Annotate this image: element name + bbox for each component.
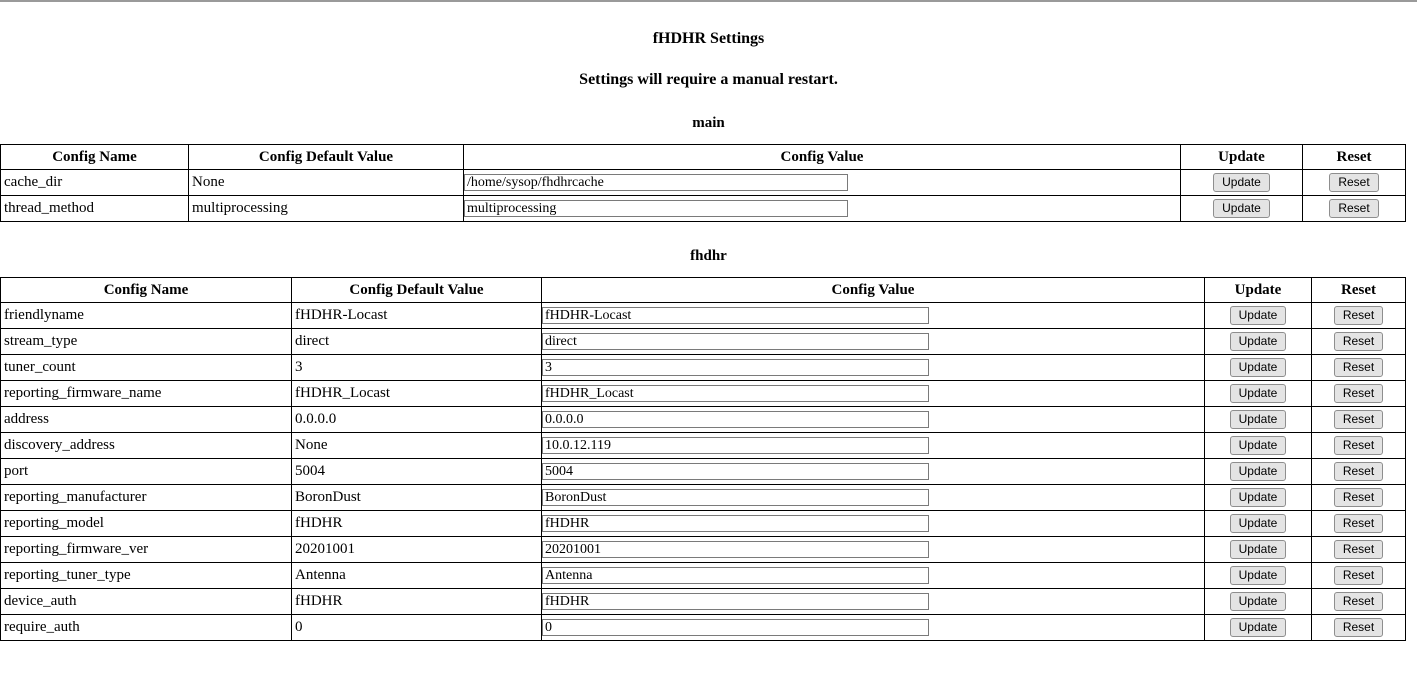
table-header-row	[1, 278, 1406, 303]
config-default-cell: BoronDust	[292, 485, 542, 511]
config-value-input[interactable]	[542, 385, 929, 402]
reset-button[interactable]: Reset	[1334, 462, 1383, 481]
config-default-cell: fHDHR	[292, 511, 542, 537]
table-row	[1, 563, 1406, 589]
config-value-input[interactable]	[542, 359, 929, 376]
section-heading-main: main	[692, 115, 725, 131]
config-value-input[interactable]	[464, 200, 848, 217]
reset-button[interactable]: Reset	[1334, 592, 1383, 611]
reset-button[interactable]: Reset	[1334, 436, 1383, 455]
table-row	[1, 511, 1406, 537]
config-name-cell: cache_dir	[1, 170, 189, 196]
config-default-cell: 0.0.0.0	[292, 407, 542, 433]
config-value-input[interactable]	[542, 333, 929, 350]
section-heading-fhdhr: fhdhr	[690, 248, 727, 264]
config-name-cell: discovery_address	[1, 433, 292, 459]
config-default-cell: 20201001	[292, 537, 542, 563]
update-button[interactable]: Update	[1230, 540, 1287, 559]
config-name-cell: reporting_firmware_ver	[1, 537, 292, 563]
config-name-cell: device_auth	[1, 589, 292, 615]
reset-button[interactable]: Reset	[1334, 384, 1383, 403]
settings-table-fhdhr	[0, 277, 1406, 641]
config-default-cell: fHDHR-Locast	[292, 303, 542, 329]
config-name-cell: reporting_tuner_type	[1, 563, 292, 589]
config-value-input[interactable]	[542, 437, 929, 454]
config-default-cell: Antenna	[292, 563, 542, 589]
reset-button[interactable]: Reset	[1334, 410, 1383, 429]
table-row	[1, 407, 1406, 433]
reset-button[interactable]: Reset	[1329, 173, 1378, 192]
update-button[interactable]: Update	[1230, 514, 1287, 533]
config-name-cell: friendlyname	[1, 303, 292, 329]
config-name-cell: stream_type	[1, 329, 292, 355]
update-button[interactable]: Update	[1230, 410, 1287, 429]
table-row	[1, 170, 1406, 196]
reset-button[interactable]: Reset	[1329, 199, 1378, 218]
table-row	[1, 537, 1406, 563]
config-value-input[interactable]	[542, 619, 929, 636]
config-value-input[interactable]	[542, 307, 929, 324]
table-row	[1, 615, 1406, 641]
config-value-input[interactable]	[542, 489, 929, 506]
table-row	[1, 589, 1406, 615]
column-header-reset: Reset	[1312, 278, 1406, 303]
config-name-cell: reporting_model	[1, 511, 292, 537]
config-value-input[interactable]	[542, 541, 929, 558]
config-value-input[interactable]	[542, 411, 929, 428]
config-name-cell: reporting_manufacturer	[1, 485, 292, 511]
update-button[interactable]: Update	[1213, 173, 1270, 192]
table-row	[1, 433, 1406, 459]
update-button[interactable]: Update	[1230, 462, 1287, 481]
reset-button[interactable]: Reset	[1334, 618, 1383, 637]
column-header-config-value: Config Value	[542, 278, 1205, 303]
page-title: fHDHR Settings	[652, 30, 765, 47]
reset-button[interactable]: Reset	[1334, 332, 1383, 351]
config-name-cell: reporting_firmware_name	[1, 381, 292, 407]
table-row	[1, 485, 1406, 511]
config-default-cell: direct	[292, 329, 542, 355]
config-default-cell: fHDHR	[292, 589, 542, 615]
config-default-cell: fHDHR_Locast	[292, 381, 542, 407]
config-default-cell: None	[292, 433, 542, 459]
column-header-update: Update	[1181, 145, 1303, 170]
config-name-cell: address	[1, 407, 292, 433]
update-button[interactable]: Update	[1213, 199, 1270, 218]
config-default-cell: None	[189, 170, 464, 196]
config-value-input[interactable]	[542, 515, 929, 532]
reset-button[interactable]: Reset	[1334, 514, 1383, 533]
config-default-cell: 0	[292, 615, 542, 641]
config-value-input[interactable]	[542, 567, 929, 584]
page-subtitle: Settings will require a manual restart.	[579, 71, 838, 88]
config-default-cell: 5004	[292, 459, 542, 485]
config-name-cell: require_auth	[1, 615, 292, 641]
reset-button[interactable]: Reset	[1334, 566, 1383, 585]
table-row	[1, 303, 1406, 329]
update-button[interactable]: Update	[1230, 436, 1287, 455]
update-button[interactable]: Update	[1230, 384, 1287, 403]
update-button[interactable]: Update	[1230, 488, 1287, 507]
config-name-cell: thread_method	[1, 196, 189, 222]
reset-button[interactable]: Reset	[1334, 358, 1383, 377]
update-button[interactable]: Update	[1230, 566, 1287, 585]
settings-table-main	[0, 144, 1406, 222]
reset-button[interactable]: Reset	[1334, 540, 1383, 559]
column-header-config-name: Config Name	[1, 145, 189, 170]
config-name-cell: port	[1, 459, 292, 485]
table-row	[1, 381, 1406, 407]
column-header-config-name: Config Name	[1, 278, 292, 303]
column-header-config-default-value: Config Default Value	[292, 278, 542, 303]
reset-button[interactable]: Reset	[1334, 488, 1383, 507]
column-header-reset: Reset	[1303, 145, 1406, 170]
update-button[interactable]: Update	[1230, 618, 1287, 637]
config-value-input[interactable]	[464, 174, 848, 191]
table-row	[1, 459, 1406, 485]
update-button[interactable]: Update	[1230, 592, 1287, 611]
config-value-input[interactable]	[542, 463, 929, 480]
column-header-config-value: Config Value	[464, 145, 1181, 170]
table-row	[1, 355, 1406, 381]
table-header-row	[1, 145, 1406, 170]
column-header-update: Update	[1205, 278, 1312, 303]
column-header-config-default-value: Config Default Value	[189, 145, 464, 170]
update-button[interactable]: Update	[1230, 306, 1287, 325]
update-button[interactable]: Update	[1230, 358, 1287, 377]
table-row	[1, 329, 1406, 355]
update-button[interactable]: Update	[1230, 332, 1287, 351]
config-default-cell: 3	[292, 355, 542, 381]
config-value-input[interactable]	[542, 593, 929, 610]
config-name-cell: tuner_count	[1, 355, 292, 381]
config-default-cell: multiprocessing	[189, 196, 464, 222]
reset-button[interactable]: Reset	[1334, 306, 1383, 325]
table-row	[1, 196, 1406, 222]
